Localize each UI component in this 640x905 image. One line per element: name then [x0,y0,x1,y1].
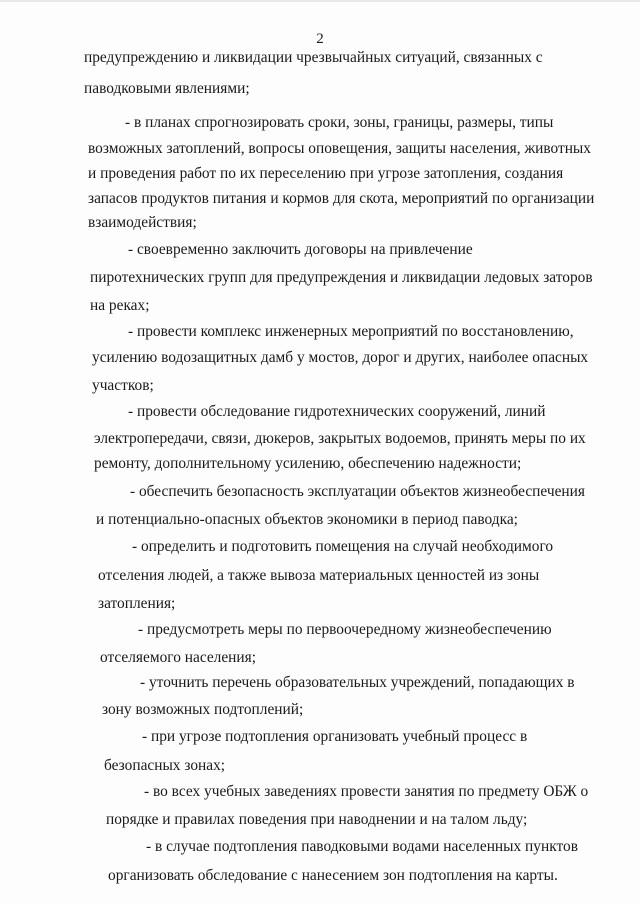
text-line: - провести комплекс инженерных мероприятий по восстановлению, [128,323,574,340]
text-line: затопления; [98,595,176,612]
text-line: - обеспечить безопасность эксплуатации объектов жизнеобеспечения [130,483,585,500]
scan-edge [0,0,640,2]
text-line: паводковыми явлениями; [84,80,250,97]
text-line: отселяемого населения; [100,649,257,666]
text-line: - в планах спрогнозировать сроки, зоны, границы, размеры, типы [125,114,554,131]
text-line: - своевременно заключить договоры на привлечение [128,241,473,258]
text-line: электропередачи, связи, дюкеров, закрытых водоемов, принять меры по их [94,430,586,447]
text-line: отселения людей, а также вывоза материальных ценностей из зоны [98,567,540,584]
text-line: взаимодействия; [88,214,197,231]
text-line: организовать обследование с нанесением зон подтопления на карты. [108,867,558,884]
text-line: на реках; [90,297,150,314]
text-line: - предусмотреть меры по первоочередному жизнеобеспечению [138,621,552,638]
text-line: порядке и правилах поведения при наводнении и на талом льду; [106,811,528,828]
page-number: 2 [316,31,324,47]
text-line: и проведения работ по их переселению при угрозе затопления, создания [88,165,564,182]
text-line-content: предупреждению и ликвидации чрезвычайных ситуаций, связанных с [84,49,543,66]
text-line [84,48,597,68]
text-line: безопасных зонах; [104,757,226,774]
text-line: - провести обследование гидротехнических сооружений, линий [128,403,546,420]
text-line: усилению водозащитных дамб у мостов, дорог и других, наиболее опасных [92,349,589,366]
text-line: запасов продуктов питания и кормов для скота, мероприятий по организации [88,190,595,207]
text-line: пиротехнических групп для предупреждения и ликвидации ледовых заторов [90,269,593,286]
text-line: возможных затоплений, вопросы оповещения, защиты населения, животных [88,140,591,157]
text-line: участков; [92,377,154,394]
text-line: - при угрозе подтопления организовать учебный процесс в [142,728,528,745]
text-line: ремонту, дополнительному усилению, обеспечению надежности; [94,455,522,472]
text-line: и потенциально-опасных объектов экономики в период паводка; [96,511,518,528]
text-line: зону возможных подтоплений; [102,701,304,718]
text-line: - во всех учебных заведениях провести занятия по предмету ОБЖ о [144,783,589,800]
text-line: - определить и подготовить помещения на случай необходимого [132,538,554,555]
text-line: - уточнить перечень образовательных учреждений, попадающих в [140,674,575,691]
text-line: - в случае подтопления паводковыми водами населенных пунктов [146,838,578,855]
